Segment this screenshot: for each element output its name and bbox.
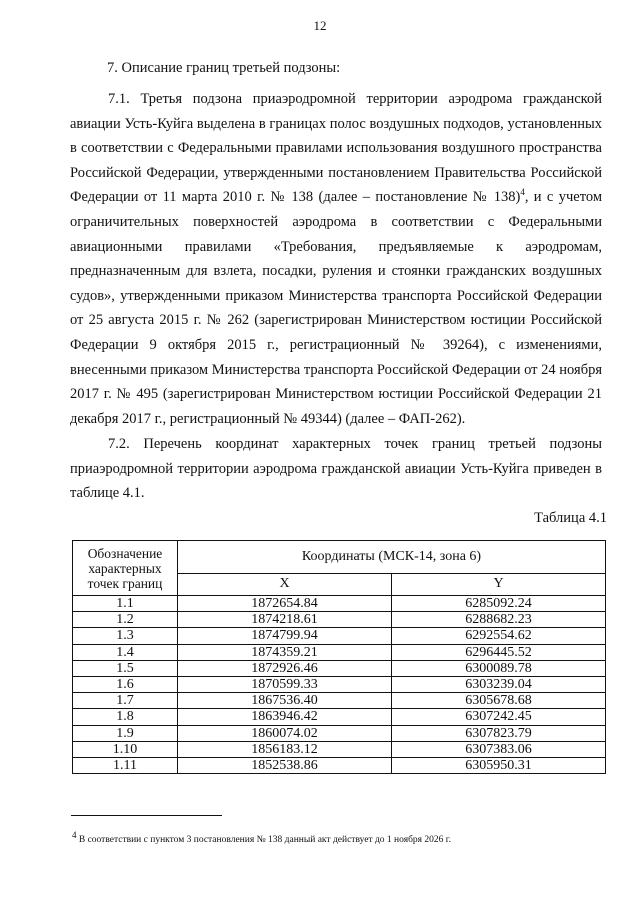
table-row (73, 676, 606, 692)
table-row (73, 596, 606, 612)
x-cell: 1872654.84 (178, 596, 392, 612)
paragraph-7-2: 7.2. Перечень координат характерных точек границ третьей подзоны приаэродромной территории аэродрома гражданской авиации Усть-Куйга приведен в таблице 4.1. (70, 436, 602, 502)
header-coords: Координаты (МСК-14, зона 6) (178, 541, 606, 574)
point-cell: 1.4 (73, 644, 178, 660)
header-x: X (178, 573, 392, 595)
point-cell: 1.2 (73, 612, 178, 628)
y-cell: 6292554.62 (392, 628, 606, 644)
header-y: Y (392, 573, 606, 595)
point-cell: 1.1 (73, 596, 178, 612)
point-cell: 1.10 (73, 741, 178, 757)
point-cell: 1.3 (73, 628, 178, 644)
table-row (73, 709, 606, 725)
y-cell: 6296445.52 (392, 644, 606, 660)
table-body (73, 596, 606, 774)
point-cell: 1.11 (73, 757, 178, 773)
y-cell: 6307823.79 (392, 725, 606, 741)
y-cell: 6303239.04 (392, 676, 606, 692)
table-row (73, 628, 606, 644)
x-cell: 1856183.12 (178, 741, 392, 757)
footnote-reference: 4 (520, 187, 525, 198)
page-number: 12 (313, 18, 327, 33)
x-cell: 1860074.02 (178, 725, 392, 741)
y-cell: 6305950.31 (392, 757, 606, 773)
coordinates-table (72, 540, 606, 774)
point-cell: 1.9 (73, 725, 178, 741)
table-row (73, 660, 606, 676)
paragraph-7-1-text-b: , и с учетом ограничительных поверхностей аэродрома в соответствии с Федеральными авиационными правилами «Требования, предъявляемые к аэродромам, предназначенным для взлета, посадки, руления и стоянки гражданских воздушных судов», утвержденными приказом Министерства транспорта Российской Федерации от 25 августа 2015 г. № 262 (зарегистрирован Министерством юстиции Российской Федерации 9 октября 2015 г., регистрационный № 39264), с изменениями, внесенными приказом Министерства транспорта Российской Федерации от 24 ноября 2017 г. № 495 (зарегистрирован Министерством юстиции Российской Федерации 21 декабря 2017 г., регистрационный № 49344) (далее – ФАП-262). (70, 189, 602, 427)
table-row (73, 757, 606, 773)
y-cell: 6305678.68 (392, 693, 606, 709)
header-points: Обозначение характерных точек границ (73, 541, 178, 596)
x-cell: 1872926.46 (178, 660, 392, 676)
y-cell: 6307383.06 (392, 741, 606, 757)
point-cell: 1.8 (73, 709, 178, 725)
point-cell: 1.7 (73, 693, 178, 709)
x-cell: 1874799.94 (178, 628, 392, 644)
y-cell: 6307242.45 (392, 709, 606, 725)
y-cell: 6300089.78 (392, 660, 606, 676)
footnote-divider (71, 815, 222, 816)
section-heading: 7. Описание границ третьей подзоны: (107, 60, 341, 76)
paragraph-7-1-text-a: 7.1. Третья подзона приаэродромной территории аэродрома гражданской авиации Усть-Куйга выделена в границах полос воздушных подходов, установленных в соответствии с Федеральными правилами использования воздушного пространства Российской Федерации, утвержденными постановлением Правительства Российской Федерации от 11 марта 2010 г. № 138 (далее – постановление № 138) (70, 91, 602, 206)
table-row (73, 644, 606, 660)
x-cell: 1874359.21 (178, 644, 392, 660)
x-cell: 1863946.42 (178, 709, 392, 725)
x-cell: 1870599.33 (178, 676, 392, 692)
point-cell: 1.5 (73, 660, 178, 676)
footnote (72, 830, 451, 846)
table-row (73, 612, 606, 628)
table-row (73, 693, 606, 709)
y-cell: 6285092.24 (392, 596, 606, 612)
table-row (73, 741, 606, 757)
paragraph-7-1 (70, 87, 602, 431)
x-cell: 1874218.61 (178, 612, 392, 628)
footnote-mark: 4 (72, 830, 77, 840)
x-cell: 1867536.40 (178, 693, 392, 709)
footnote-text: В соответствии с пунктом 3 постановления № 138 данный акт действует до 1 ноября 2026 г. (78, 835, 451, 846)
y-cell: 6288682.23 (392, 612, 606, 628)
point-cell: 1.6 (73, 676, 178, 692)
x-cell: 1852538.86 (178, 757, 392, 773)
table-caption: Таблица 4.1 (534, 510, 607, 526)
table-row (73, 725, 606, 741)
